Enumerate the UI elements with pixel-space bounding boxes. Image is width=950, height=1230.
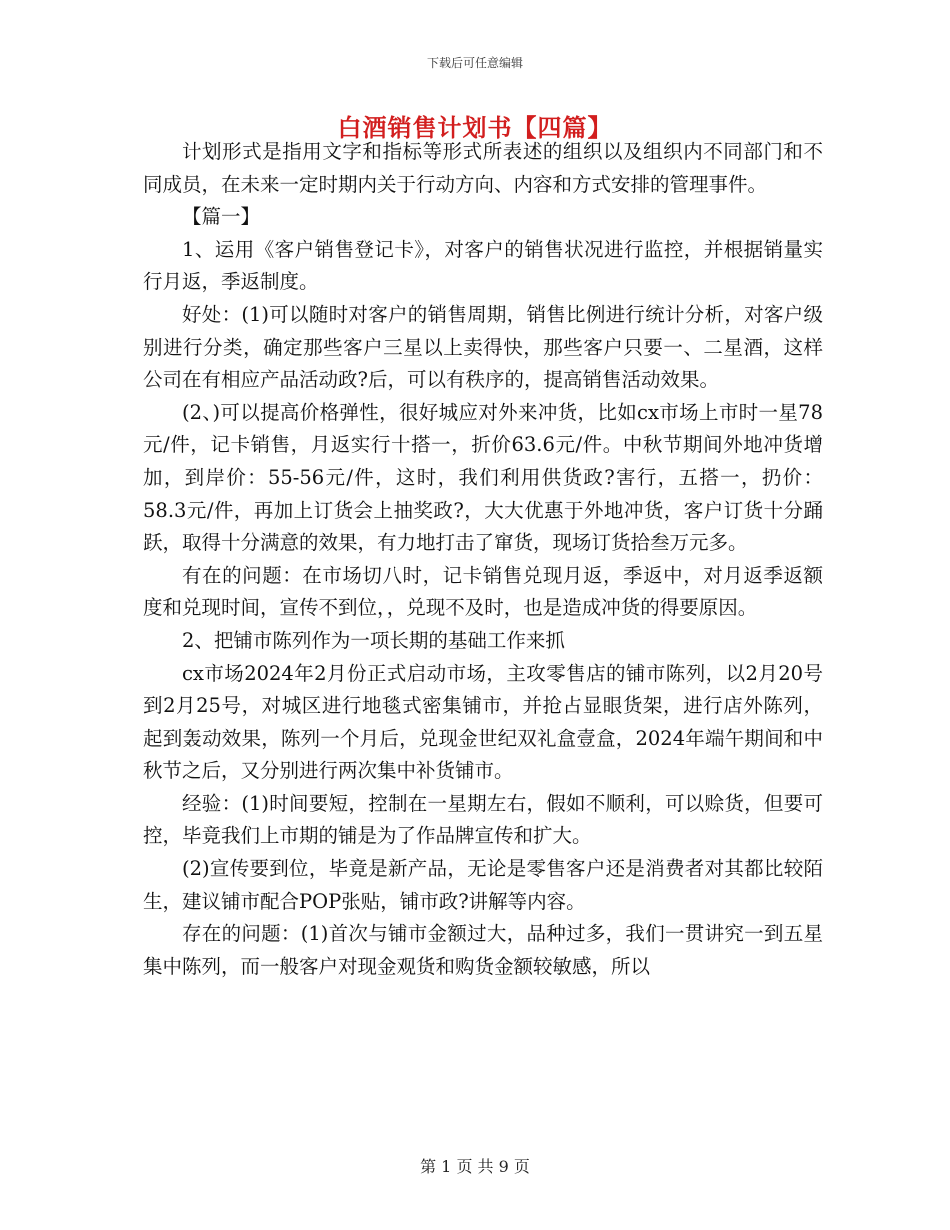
body-paragraph: 有在的问题：在市场切八时，记卡销售兑现月返，季返中，对月返季返额度和兑现时间，宣传不到位，，兑现不及时，也是造成冲货的得要原因。 [143, 563, 823, 620]
body-paragraph: (2、)可以提高价格弹性，很好城应对外来冲货，比如cx市场上市时一星78元/件，记卡销售，月返实行十搭一，折价63.6元/件。中秋节期间外地冲货增加，到岸价：55-56元/件，这时，我们利用供货政?害行，五搭一，扔价：58.3元/件，再加上订货会上抽奖政?，大大优惠于外地冲货，客户订货十分踊跃，取得十分满意的效果，有力地打击了窜货，现场订货拾叁万元多。 [143, 400, 823, 555]
body-paragraph: 经验：(1)时间要短，控制在一星期左右，假如不顺利，可以赊货，但要可控，毕竟我们上市期的铺是为了作品牌宣传和扩大。 [143, 791, 823, 848]
body-paragraph: (2)宣传要到位，毕竟是新产品，无论是零售客户还是消费者对其都比较陌生，建议铺市配合POP张贴，铺市政?讲解等内容。 [143, 857, 823, 913]
body-paragraph: 好处：(1)可以随时对客户的销售周期，销售比例进行统计分析，对客户级别进行分类，确定那些客户三星以上卖得快，那些客户只要一、二星酒，这样公司在有相应产品活动政?后，可以有秩序的，提高销售活动效果。 [143, 302, 823, 392]
document-body [143, 136, 823, 983]
body-paragraph: 1、运用《客户销售登记卡》，对客户的销售状况进行监控，并根据销量实行月返，季返制度。 [143, 237, 823, 294]
section-heading: 【篇一】 [182, 205, 261, 229]
page-footer: 第 1 页 共 9 页 [420, 1157, 530, 1176]
intro-paragraph: 计划形式是指用文字和指标等形式所表述的组织以及组织内不同部门和不同成员，在未来一定时期内关于行动方向、内容和方式安排的管理事件。 [143, 140, 823, 196]
page-header: 下载后可任意编辑 [426, 56, 523, 70]
body-paragraph: cx市场2024年2月份正式启动市场，主攻零售店的铺市陈列，以2月20号到2月25号，对城区进行地毯式密集铺市，并抢占显眼货架，进行店外陈列，起到轰动效果，陈列一个月后，兑现金世纪双礼盒壹盒，2024年端午期间和中秋节之后，又分别进行两次集中补货铺市。 [143, 661, 823, 783]
body-paragraph: 存在的问题：(1)首次与铺市金额过大，品种过多，我们一贯讲究一到五星集中陈列，而一般客户对现金观货和购货金额较敏感，所以 [143, 922, 823, 978]
document-title: 白酒销售计划书【四篇】 [337, 114, 613, 142]
body-paragraph: 2、把铺市陈列作为一项长期的基础工作来抓 [182, 628, 565, 652]
